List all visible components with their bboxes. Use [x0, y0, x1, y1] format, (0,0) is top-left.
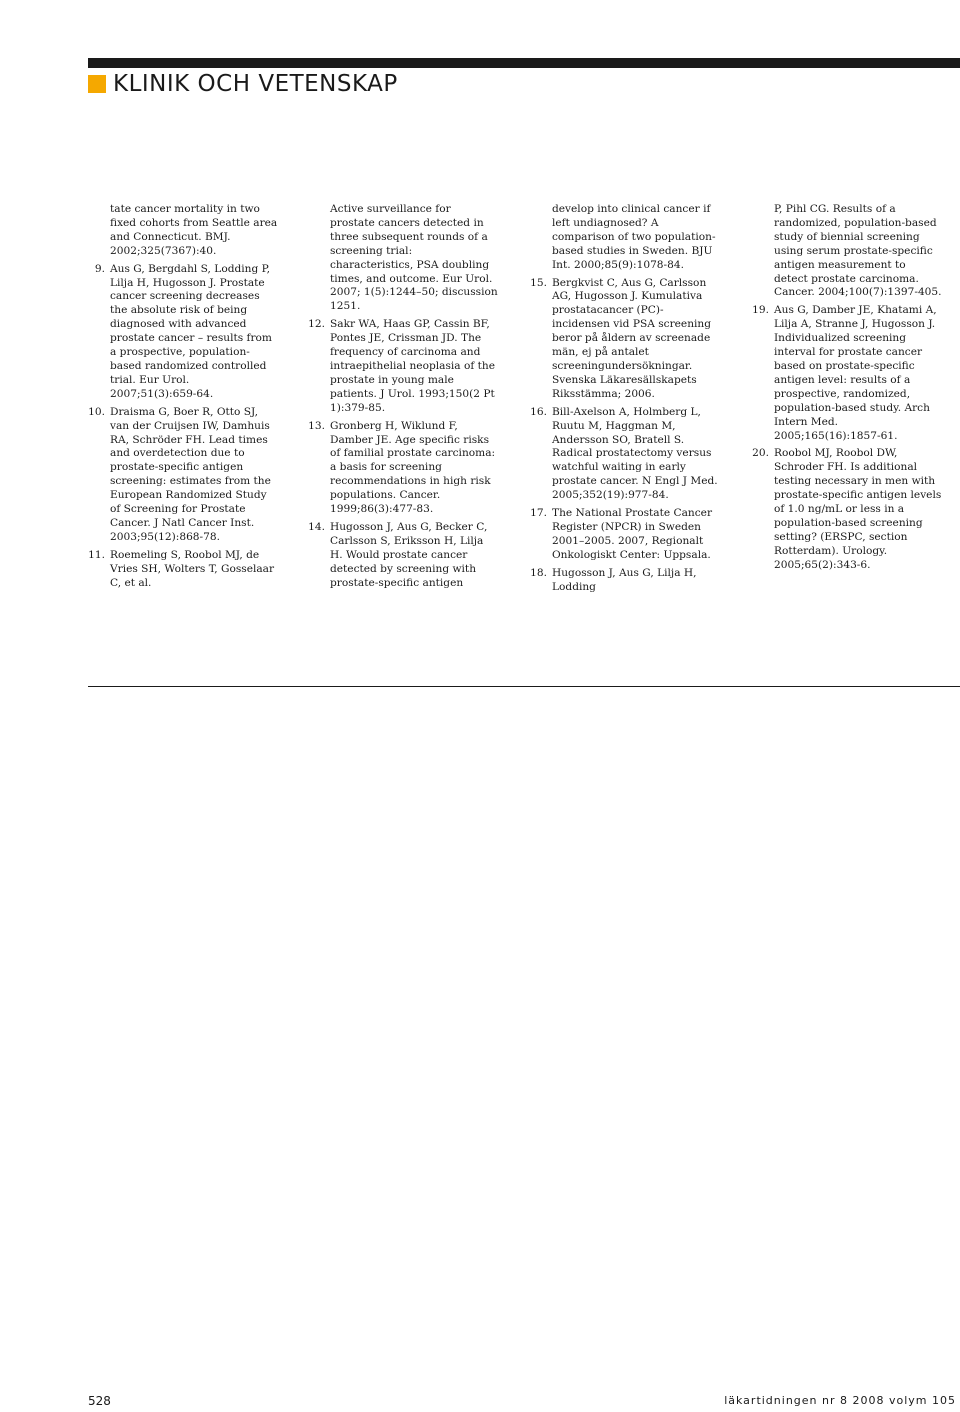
reference-text: Draisma G, Boer R, Otto SJ, van der Cruijsen IW, Damhuis RA, Schröder FH. Lead times and overdetection due to prostate-specific antigen screening: estimates from the European Randomized Study of Screening for Prostate Cancer. J Natl Cancer Inst. 2003;95(12):868-78.	[110, 405, 271, 543]
section-divider	[88, 686, 960, 687]
reference-number: 19.	[752, 304, 769, 317]
reference-item	[88, 549, 278, 591]
reference-item	[88, 263, 278, 402]
reference-text: tate cancer mortality in two fixed cohorts from Seattle area and Connecticut. BMJ. 2002;325(7367):40.	[110, 203, 278, 257]
reference-item	[530, 567, 720, 595]
reference-text: Aus G, Damber JE, Khatami A, Lilja A, Stranne J, Hugosson J. Individualized screening interval for prostate cancer based on prostate-specific antigen level: results of a prospective, randomized, population-based study. Arch Intern Med. 2005;165(16):1857-61.	[774, 304, 937, 442]
reference-number: 9.	[94, 262, 105, 275]
reference-text: Roobol MJ, Roobol DW, Schroder FH. Is additional testing necessary in men with prostate-specific antigen levels of 1.0 ng/mL or less in a population-based screening setting? (ERSPC, section Rotterdam). Urology. 2005;65(2):343-6.	[774, 447, 942, 571]
reference-text: Bill-Axelson A, Holmberg L, Ruutu M, Haggman M, Andersson SO, Bratell S. Radical prostatectomy versus watchful waiting in early prostate cancer. N Engl J Med. 2005;352(19):977-84.	[552, 405, 718, 502]
reference-text: Hugosson J, Aus G, Becker C, Carlsson S, Eriksson H, Lilja H. Would prostate cancer detected by screening with prostate-specific antigen	[330, 520, 488, 589]
reference-number: 11.	[88, 548, 105, 561]
section-title: KLINIK OCH VETENSKAP	[113, 71, 398, 97]
page-number: 528	[88, 1394, 111, 1408]
reference-column-3	[530, 203, 720, 598]
reference-item	[530, 406, 720, 503]
reference-item	[752, 447, 942, 572]
reference-text: Sakr WA, Haas GP, Cassin BF, Pontes JE, Crissman JD. The frequency of carcinoma and intraepithelial neoplasia of the prostate in young male patients. J Urol. 1993;150(2 Pt 1):379-85.	[330, 318, 495, 414]
reference-number: 13.	[308, 419, 325, 432]
reference-column-2	[308, 203, 498, 594]
reference-item	[530, 507, 720, 563]
reference-number: 12.	[308, 318, 325, 331]
reference-text: Hugosson J, Aus G, Lilja H, Lodding	[552, 566, 697, 593]
reference-column-4	[752, 203, 942, 577]
reference-text: Aus G, Bergdahl S, Lodding P, Lilja H, Hugosson J. Prostate cancer screening decreases the absolute risk of being diagnosed with advanced prostate cancer – results from a prospective, population-based randomized controlled trial. Eur Urol. 2007;51(3):659-64.	[110, 262, 272, 400]
reference-item	[88, 203, 278, 259]
reference-number: 17.	[530, 507, 547, 520]
reference-item	[752, 304, 942, 443]
reference-item	[752, 203, 942, 300]
reference-item	[530, 203, 720, 273]
reference-item	[308, 318, 498, 415]
reference-text: P, Pihl CG. Results of a randomized, population-based study of biennial screening using serum prostate-specific antigen measurement to detect prostate carcinoma. Cancer. 2004;100(7):1397-405.	[774, 203, 942, 299]
reference-text: develop into clinical cancer if left undiagnosed? A comparison of two population-based studies in Sweden. BJU Int. 2000;85(9):1078-84.	[552, 203, 716, 271]
reference-number: 16.	[530, 405, 547, 418]
reference-text: Roemeling S, Roobol MJ, de Vries SH, Wolters T, Gosselaar C, et al.	[110, 548, 275, 589]
reference-column-1	[88, 203, 278, 594]
reference-text: Gronberg H, Wiklund F, Damber JE. Age specific risks of familial prostate carcinoma: a basis for screening recommendations in high risk populations. Cancer. 1999;86(3):477-83.	[330, 419, 496, 516]
reference-number: 15.	[530, 276, 547, 289]
reference-text: Active surveillance for prostate cancers detected in three subsequent rounds of a screening trial: characteristics, PSA doubling times, and outcome. Eur Urol. 2007; 1(5):1244–50; discussion 1251.	[330, 203, 498, 313]
journal-footer: läkartidningen nr 8 2008 volym 105	[724, 1394, 956, 1407]
reference-number: 20.	[752, 447, 769, 460]
reference-item	[530, 277, 720, 402]
reference-item	[308, 521, 498, 591]
reference-text: The National Prostate Cancer Register (NPCR) in Sweden 2001–2005. 2007, Regionalt Onkologiskt Center: Uppsala.	[552, 507, 713, 561]
section-header	[88, 72, 398, 96]
reference-item	[88, 406, 278, 545]
reference-item	[308, 203, 498, 314]
reference-number: 14.	[308, 520, 325, 533]
top-rule-bar	[88, 58, 960, 68]
reference-text: Bergkvist C, Aus G, Carlsson AG, Hugosson J. Kumulativa prostatacancer (PC)-incidensen vid PSA screening beror på åldern av screenade män, ej på antalet screeningundersökningar. Svenska Läkaresällskapets Riksstämma; 2006.	[552, 276, 712, 400]
section-color-square	[88, 75, 106, 93]
reference-item	[308, 420, 498, 517]
reference-number: 18.	[530, 566, 547, 579]
reference-number: 10.	[88, 405, 105, 418]
